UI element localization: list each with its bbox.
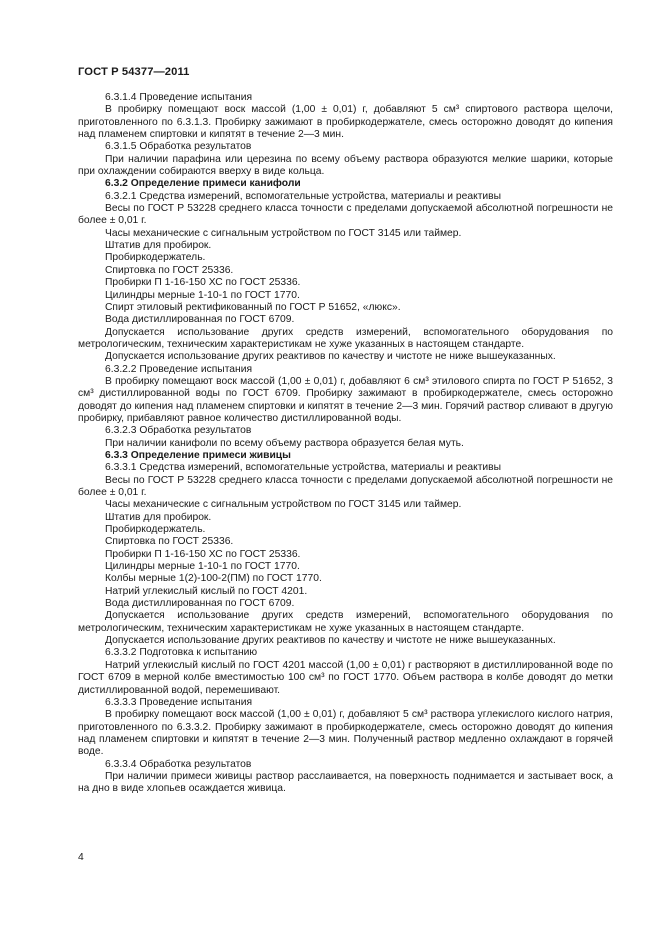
page-number: 4 — [78, 852, 84, 863]
paragraph: Допускается использование других средств измерений, вспомогательного оборудования по метрологическим, техническим характеристикам не хуже указанных в настоящем стандарте. — [78, 326, 613, 350]
paragraph: Весы по ГОСТ Р 53228 среднего класса точности с пределами допускаемой абсолютной погрешности не более ± 0,01 г. — [78, 203, 613, 227]
paragraph: 6.3.2.2 Проведение испытания — [105, 363, 253, 375]
paragraph: Часы механические с сигнальным устройством по ГОСТ 3145 или таймер. — [105, 227, 462, 239]
paragraph: 6.3.3.1 Средства измерений, вспомогательные устройства, материалы и реактивы — [105, 462, 502, 474]
paragraph: Цилиндры мерные 1-10-1 по ГОСТ 1770. — [105, 561, 300, 573]
paragraph: В пробирку помещают воск массой (1,00 ± 0,01) г, добавляют 5 см³ спиртового раствора щелочи, приготовленного по 6.3.1.3. Пробирку зажимают в пробиркодержателе, смесь осторожно доводят до кипения над пламенем спиртовки и кипятят в течение 2—3 мин. — [78, 104, 613, 141]
paragraph: Спирт этиловый ректификованный по ГОСТ Р 51652, «люкс». — [105, 301, 401, 313]
paragraph: Цилиндры мерные 1-10-1 по ГОСТ 1770. — [105, 289, 300, 301]
paragraph: При наличии примеси живицы раствор расслаивается, на поверхность поднимается и застывает воск, а на дно в виде хлопьев осаждается живица. — [78, 770, 613, 795]
paragraph: 6.3.3.2 Подготовка к испытанию — [105, 647, 258, 659]
page-header: ГОСТ Р 54377—2011 — [78, 66, 190, 78]
paragraph: Штатив для пробирок. — [105, 511, 212, 523]
paragraph: При наличии парафина или церезина по всему объему раствора образуются мелкие шарики, которые при охлаждении собираются вверху в виде кольца. — [78, 153, 613, 178]
paragraph: Пробирки П 1-16-150 ХС по ГОСТ 25336. — [105, 548, 301, 560]
paragraph: Допускается использование других средств измерений, вспомогательного оборудования по метрологическим, техническим характеристикам не хуже указанных в настоящем стандарте. — [78, 610, 613, 634]
paragraph: Спиртовка по ГОСТ 25336. — [105, 264, 234, 276]
paragraph: 6.3.1.5 Обработка результатов — [105, 141, 252, 153]
paragraph: Пробиркодержатель. — [105, 524, 206, 536]
paragraph: Пробиркодержатель. — [105, 252, 206, 264]
document-body — [78, 92, 613, 796]
section-heading: 6.3.2 Определение примеси канифоли — [105, 178, 301, 190]
paragraph: Колбы мерные 1(2)-100-2(ПМ) по ГОСТ 1770. — [105, 573, 322, 585]
paragraph: 6.3.1.4 Проведение испытания — [105, 92, 253, 103]
paragraph: Штатив для пробирок. — [105, 240, 212, 252]
paragraph: Вода дистиллированная по ГОСТ 6709. — [105, 314, 295, 326]
paragraph: Допускается использование других реактивов по качеству и чистоте не ниже вышеуказанных. — [105, 635, 556, 647]
paragraph: Натрий углекислый кислый по ГОСТ 4201. — [105, 585, 308, 597]
paragraph: Допускается использование других реактивов по качеству и чистоте не ниже вышеуказанных. — [105, 351, 556, 363]
paragraph: В пробирку помещают воск массой (1,00 ± 0,01) г, добавляют 6 см³ этилового спирта по ГОСТ Р 51652, 3 см³ дистиллированной воды по ГОСТ 6709. Пробирку зажимают в пробиркодержателе, смесь осторожно доводят до кипения над пламенем спиртовки и кипятят в течение 2—3 мин. Горячий раствор сливают в другую пробирку, прибавляют равное количество дистиллированной воды. — [78, 375, 613, 424]
paragraph: Весы по ГОСТ Р 53228 среднего класса точности с пределами допускаемой абсолютной погрешности не более ± 0,01 г. — [78, 474, 613, 498]
paragraph: В пробирку помещают воск массой (1,00 ± 0,01) г, добавляют 5 см³ раствора углекислого кислого натрия, приготовленного по 6.3.3.2. Пробирку зажимают в пробиркодержателе, смесь осторожно доводят до кипения над пламенем спиртовки и кипятят в течение 2—3 мин. Полученный раствор медленно охлаждают в горячей воде. — [78, 709, 613, 758]
paragraph: Пробирки П 1-16-150 ХС по ГОСТ 25336. — [105, 277, 301, 289]
paragraph: Вода дистиллированная по ГОСТ 6709. — [105, 598, 295, 610]
paragraph: 6.3.2.1 Средства измерений, вспомогательные устройства, материалы и реактивы — [105, 190, 502, 202]
paragraph: 6.3.3.3 Проведение испытания — [105, 696, 253, 708]
paragraph: 6.3.3.4 Обработка результатов — [105, 758, 252, 770]
paragraph: 6.3.2.3 Обработка результатов — [105, 425, 252, 437]
paragraph: Часы механические с сигнальным устройством по ГОСТ 3145 или таймер. — [105, 499, 462, 511]
paragraph: Натрий углекислый кислый по ГОСТ 4201 массой (1,00 ± 0,01) г растворяют в дистиллированной воде по ГОСТ 6709 в мерной колбе вместимостью 100 см³ по ГОСТ 1770. Объем раствора в колбе доводят до метки дистиллированной водой, перемешивают. — [78, 659, 613, 696]
paragraph: Спиртовка по ГОСТ 25336. — [105, 536, 234, 548]
paragraph: При наличии канифоли по всему объему раствора образуется белая муть. — [105, 437, 464, 449]
section-heading: 6.3.3 Определение примеси живицы — [105, 449, 291, 461]
